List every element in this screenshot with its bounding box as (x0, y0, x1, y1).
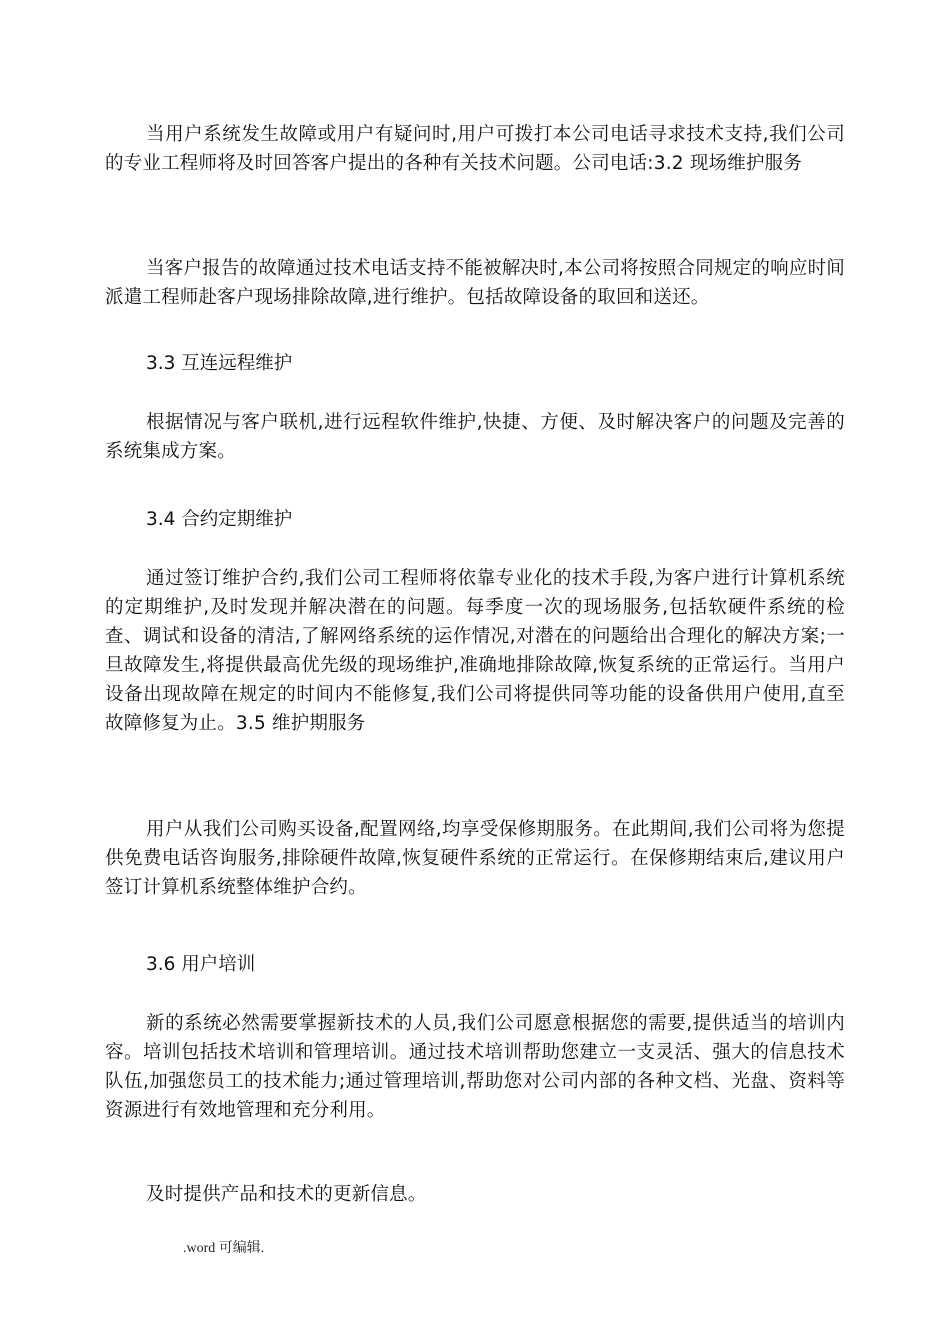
paragraph-warranty-service: 用户从我们公司购买设备,配置网络,均享受保修期服务。在此期间,我们公司将为您提供免费电话咨询服务,排除硬件故障,恢复硬件系统的正常运行。在保修期结束后,建议用户签订计算机系统整体维护合约。 (105, 819, 845, 898)
paragraph-contract-maintenance: 通过签订维护合约,我们公司工程师将依靠专业化的技术手段,为客户进行计算机系统的定期维护,及时发现并解决潜在的问题。每季度一次的现场服务,包括软硬件系统的检查、调试和设备的清洁,了解网络系统的运作情况,对潜在的问题给出合理化的解决方案;一旦故障发生,将提供最高优先级的现场维护,准确地排除故障,恢复系统的正常运行。当用户设备出现故障在规定的时间内不能修复,我们公司将提供同等功能的设备供用户使用,直至故障修复为止。3.5 维护期服务 (105, 568, 845, 734)
paragraph-update-info: 及时提供产品和技术的更新信息。 (146, 1184, 427, 1205)
paragraph-phone-support: 当用户系统发生故障或用户有疑问时,用户可拨打本公司电话寻求技术支持,我们公司的专业工程师将及时回答客户提出的各种有关技术问题。公司电话:3.2 现场维护服务 (105, 124, 845, 174)
paragraph-user-training: 新的系统必然需要掌握新技术的人员,我们公司愿意根据您的需要,提供适当的培训内容。培训包括技术培训和管理培训。通过技术培训帮助您建立一支灵活、强大的信息技术队伍,加强您员工的技术能力;通过管理培训,帮助您对公司内部的各种文档、光盘、资料等资源进行有效地管理和充分利用。 (105, 1013, 845, 1121)
heading-contract-maintenance: 3.4 合约定期维护 (146, 509, 293, 530)
heading-user-training: 3.6 用户培训 (146, 954, 256, 975)
page-footer: .word 可编辑. (183, 1241, 265, 1256)
heading-remote-maintenance: 3.3 互连远程维护 (146, 353, 293, 374)
paragraph-remote-maintenance: 根据情况与客户联机,进行远程软件维护,快捷、方便、及时解决客户的问题及完善的系统集成方案。 (105, 412, 845, 462)
paragraph-onsite-maintenance: 当客户报告的故障通过技术电话支持不能被解决时,本公司将按照合同规定的响应时间派遣工程师赴客户现场排除故障,进行维护。包括故障设备的取回和送还。 (105, 258, 845, 308)
